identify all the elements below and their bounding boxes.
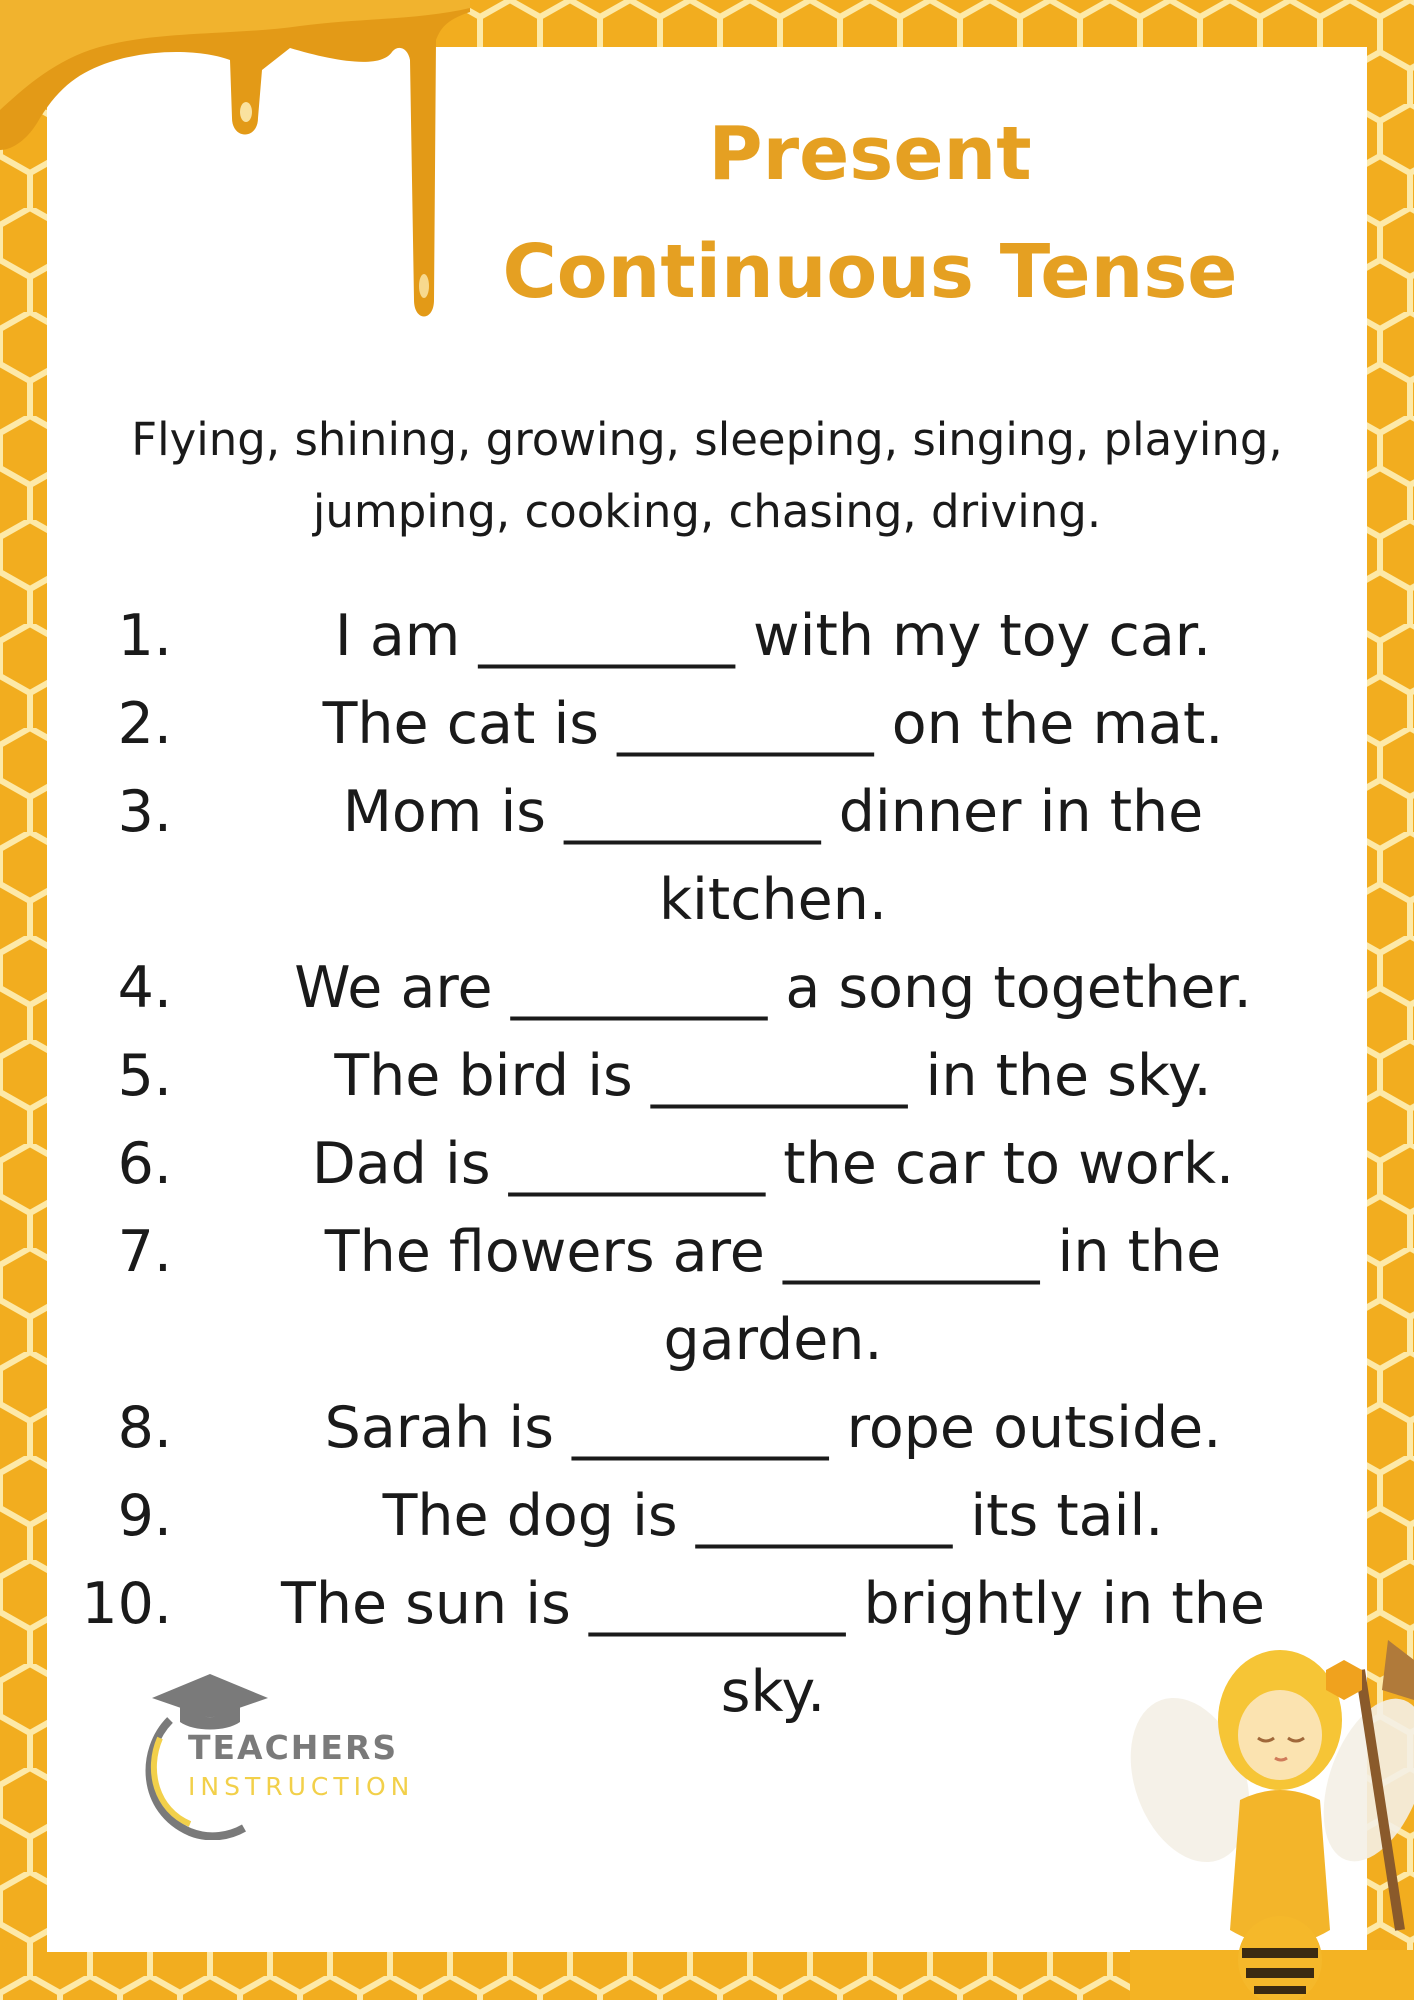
question-text [172, 1032, 1360, 1120]
word-bank [70, 404, 1344, 548]
question-line: The bird is _________ in the sky. [334, 1043, 1212, 1109]
question-item [60, 1032, 1360, 1120]
question-number: 3. [117, 779, 172, 845]
question-number: 7. [117, 1219, 172, 1285]
question-text [172, 592, 1360, 680]
question-line: The dog is _________ its tail. [382, 1483, 1164, 1549]
bee-fairy-illustration [1130, 1630, 1414, 2000]
question-line: Dad is _________ the car to work. [311, 1131, 1235, 1197]
logo-text-teachers: TEACHERS [188, 1728, 399, 1767]
question-line: Sarah is _________ rope outside. [324, 1395, 1222, 1461]
question-line-2: garden. [663, 1307, 883, 1373]
question-item [60, 1208, 1360, 1384]
question-item [60, 944, 1360, 1032]
question-line: We are _________ a song together. [294, 955, 1252, 1021]
question-line: Mom is _________ dinner in the [342, 779, 1204, 845]
question-number: 6. [117, 1131, 172, 1197]
question-number: 1. [117, 603, 172, 669]
title-line-2: Continuous Tense [502, 229, 1238, 315]
title-line-1: Present [708, 111, 1032, 197]
question-line: The cat is _________ on the mat. [322, 691, 1224, 757]
question-list [60, 592, 1360, 1736]
question-number: 2. [117, 691, 172, 757]
question-number: 10. [81, 1571, 172, 1637]
question-text [172, 1208, 1360, 1384]
question-text [172, 1384, 1360, 1472]
honey-drip-decoration [0, 0, 470, 330]
question-line-2: kitchen. [659, 867, 887, 933]
question-text [172, 1472, 1360, 1560]
worksheet-title [460, 95, 1280, 331]
question-text [172, 944, 1360, 1032]
logo-text-instruction: INSTRUCTION [188, 1772, 415, 1801]
question-number: 8. [117, 1395, 172, 1461]
word-bank-line-2: jumping, cooking, chasing, driving. [312, 485, 1102, 538]
question-number: 9. [117, 1483, 172, 1549]
question-line: I am _________ with my toy car. [334, 603, 1212, 669]
question-text [172, 680, 1360, 768]
question-number: 5. [117, 1043, 172, 1109]
question-line: The flowers are _________ in the [324, 1219, 1222, 1285]
question-item [60, 768, 1360, 944]
question-item [60, 1384, 1360, 1472]
question-text [172, 1120, 1360, 1208]
question-text [172, 768, 1360, 944]
question-item [60, 680, 1360, 768]
question-line-2: sky. [720, 1659, 826, 1725]
word-bank-line-1: Flying, shining, growing, sleeping, singing, playing, [131, 413, 1283, 466]
question-item [60, 1120, 1360, 1208]
question-line: The sun is _________ brightly in the [281, 1571, 1265, 1637]
question-number: 4. [117, 955, 172, 1021]
question-item [60, 1472, 1360, 1560]
question-item [60, 592, 1360, 680]
